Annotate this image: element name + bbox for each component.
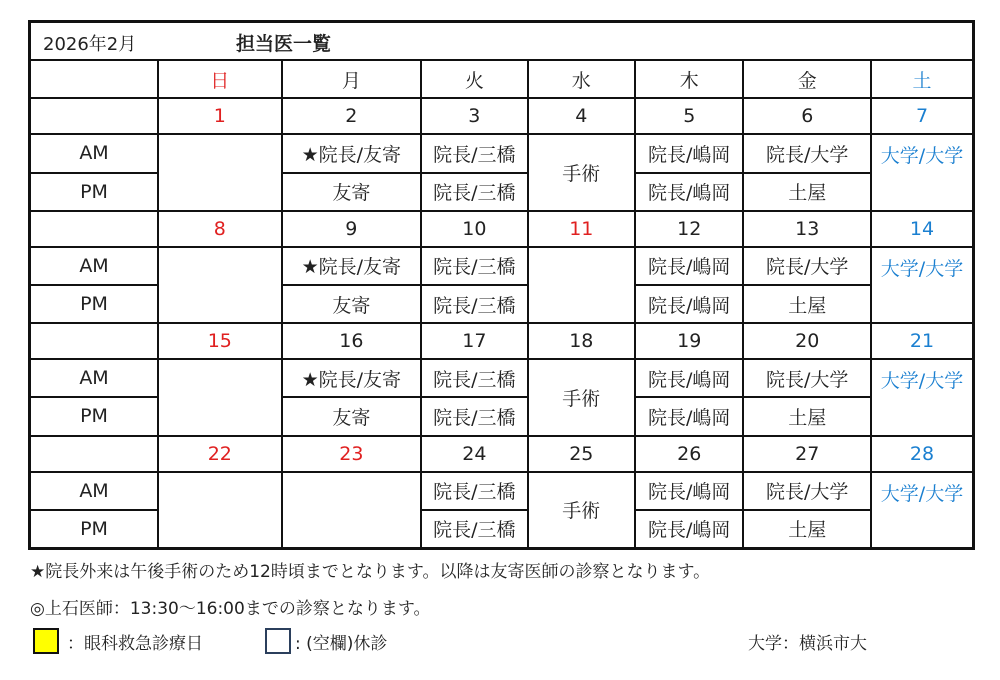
dow-tuesday: 火	[421, 60, 527, 98]
schedule-cell: 院長/嶋岡	[635, 134, 743, 172]
dow-monday: 月	[282, 60, 422, 98]
am-row	[30, 247, 974, 285]
schedule-cell: 院長/嶋岡	[635, 397, 743, 435]
date-cell: 12	[635, 211, 743, 247]
schedule-cell: 院長/嶋岡	[635, 285, 743, 323]
date-cell: 17	[421, 323, 527, 359]
title-cell	[30, 22, 974, 61]
schedule-cell: 院長/大学	[743, 247, 871, 285]
day-of-week-row	[30, 60, 974, 98]
schedule-cell-empty	[158, 359, 282, 435]
slot-label-pm: PM	[30, 397, 159, 435]
schedule-cell: 友寄	[282, 397, 422, 435]
dow-thursday: 木	[635, 60, 743, 98]
schedule-cell: 院長/嶋岡	[635, 173, 743, 211]
page-title: 担当医一覧	[236, 33, 332, 55]
slot-label-am: AM	[30, 472, 159, 510]
yellow-swatch-icon	[33, 628, 59, 654]
date-cell: 16	[282, 323, 422, 359]
schedule-cell-surgery: 手術	[528, 359, 635, 435]
dow-wednesday: 水	[528, 60, 635, 98]
date-cell: 13	[743, 211, 871, 247]
schedule-cell: ★院長/友寄	[282, 359, 422, 397]
date-cell: 4	[528, 98, 635, 134]
date-cell: 20	[743, 323, 871, 359]
schedule-cell: 土屋	[743, 510, 871, 549]
schedule-cell: 友寄	[282, 285, 422, 323]
legend-university-label: 大学：横浜市大	[748, 633, 867, 654]
date-cell: 6	[743, 98, 871, 134]
date-cell: 5	[635, 98, 743, 134]
schedule-cell-saturday: 大学/大学	[871, 472, 974, 549]
legend-eye-emergency	[33, 625, 203, 657]
legend-closed	[265, 625, 387, 657]
date-cell: 2	[282, 98, 422, 134]
date-cell: 8	[158, 211, 282, 247]
date-row	[30, 323, 974, 359]
date-cell: 25	[528, 436, 635, 472]
schedule-cell: 院長/嶋岡	[635, 472, 743, 510]
schedule-cell: 院長/三橋	[421, 285, 527, 323]
schedule-cell-surgery: 手術	[528, 472, 635, 549]
date-cell: 1	[158, 98, 282, 134]
schedule-cell: 友寄	[282, 173, 422, 211]
schedule-table	[28, 20, 975, 550]
date-cell: 27	[743, 436, 871, 472]
slot-label-am: AM	[30, 134, 159, 172]
schedule-cell-saturday: 大学/大学	[871, 134, 974, 210]
date-row	[30, 436, 974, 472]
corner-cell	[30, 60, 159, 98]
date-cell: 7	[871, 98, 974, 134]
date-cell-holiday: 11	[528, 211, 635, 247]
date-row	[30, 211, 974, 247]
date-row	[30, 98, 974, 134]
date-cell: 24	[421, 436, 527, 472]
schedule-cell: 院長/三橋	[421, 173, 527, 211]
title-row	[30, 22, 974, 61]
dow-friday: 金	[743, 60, 871, 98]
schedule-cell-empty	[158, 134, 282, 210]
schedule-cell: 院長/大学	[743, 472, 871, 510]
date-cell-holiday: 23	[282, 436, 422, 472]
schedule-cell-saturday: 大学/大学	[871, 359, 974, 435]
date-cell: 28	[871, 436, 974, 472]
date-cell: 19	[635, 323, 743, 359]
schedule-cell: 院長/三橋	[421, 359, 527, 397]
date-cell: 10	[421, 211, 527, 247]
date-row-label	[30, 436, 159, 472]
schedule-cell: ★院長/友寄	[282, 134, 422, 172]
note-kamiishi-hours: ◎上石医師：13:30～16:00までの診察となります。	[30, 599, 431, 619]
date-row-label	[30, 323, 159, 359]
schedule-cell: 院長/三橋	[421, 134, 527, 172]
schedule-cell: 院長/三橋	[421, 397, 527, 435]
schedule-cell: 院長/嶋岡	[635, 247, 743, 285]
schedule-cell: 院長/嶋岡	[635, 359, 743, 397]
date-cell: 26	[635, 436, 743, 472]
note-director-hours: ★院長外来は午後手術のため12時頃までとなります。以降は友寄医師の診察となります。	[30, 562, 711, 582]
schedule-cell: 院長/三橋	[421, 247, 527, 285]
schedule-cell: 院長/大学	[743, 134, 871, 172]
date-cell: 21	[871, 323, 974, 359]
slot-label-am: AM	[30, 247, 159, 285]
date-cell: 22	[158, 436, 282, 472]
schedule-cell: 院長/大学	[743, 359, 871, 397]
am-row	[30, 359, 974, 397]
schedule-cell: 土屋	[743, 397, 871, 435]
slot-label-pm: PM	[30, 285, 159, 323]
empty-swatch-icon	[265, 628, 291, 654]
schedule-cell-empty	[528, 247, 635, 323]
schedule-cell-empty	[158, 247, 282, 323]
date-cell: 9	[282, 211, 422, 247]
schedule-cell-empty	[158, 472, 282, 549]
am-row	[30, 134, 974, 172]
slot-label-pm: PM	[30, 510, 159, 549]
schedule-cell-saturday: 大学/大学	[871, 247, 974, 323]
legend-university	[748, 625, 867, 657]
slot-label-pm: PM	[30, 173, 159, 211]
am-row	[30, 472, 974, 510]
date-cell: 3	[421, 98, 527, 134]
legend-eye-emergency-label: ：眼科救急診療日	[67, 633, 203, 654]
date-row-label	[30, 98, 159, 134]
schedule-cell-surgery: 手術	[528, 134, 635, 210]
schedule-cell: 土屋	[743, 173, 871, 211]
schedule-cell: 院長/三橋	[421, 510, 527, 549]
dow-saturday: 土	[871, 60, 974, 98]
date-cell: 18	[528, 323, 635, 359]
dow-sunday: 日	[158, 60, 282, 98]
schedule-cell: ★院長/友寄	[282, 247, 422, 285]
schedule-cell: 土屋	[743, 285, 871, 323]
date-cell: 14	[871, 211, 974, 247]
month-label: 2026年2月	[43, 34, 137, 55]
slot-label-am: AM	[30, 359, 159, 397]
schedule-cell-empty	[282, 472, 422, 549]
date-row-label	[30, 211, 159, 247]
schedule-cell: 院長/三橋	[421, 472, 527, 510]
legend-closed-label: : (空欄)休診	[295, 633, 388, 654]
date-cell: 15	[158, 323, 282, 359]
schedule-cell: 院長/嶋岡	[635, 510, 743, 549]
